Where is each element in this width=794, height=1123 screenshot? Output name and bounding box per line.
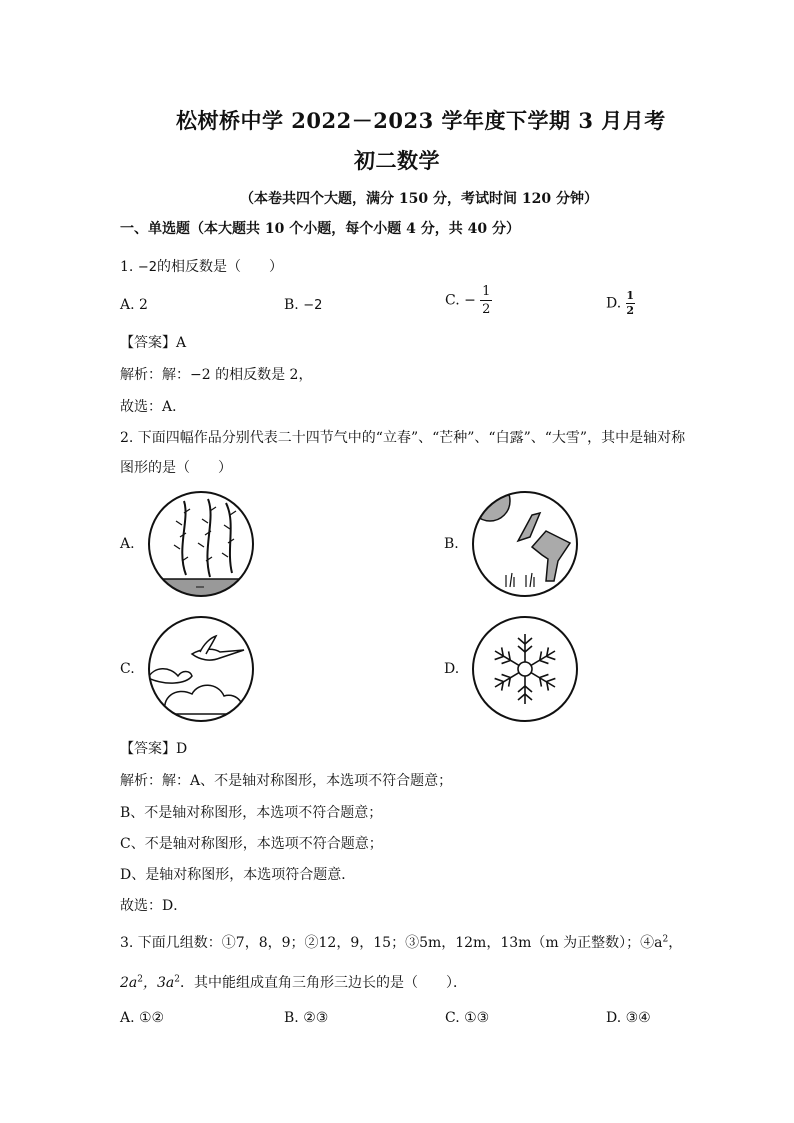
q1-option-c-label: C. <box>445 292 460 309</box>
q2-label-b: B. <box>444 536 459 552</box>
q1-text: 的相反数是（ ） <box>156 259 283 275</box>
q2-analysis-2: B、不是轴对称图形，本选项不符合题意； <box>120 805 383 821</box>
q1-option-d <box>606 290 635 317</box>
q1-expr: −2 <box>137 260 157 275</box>
q3-option-d: D. ③④ <box>606 1010 651 1026</box>
q1-stem <box>120 256 283 276</box>
exam-subtitle: 初二数学 <box>354 148 440 173</box>
figure-a-spring-willow <box>146 489 256 599</box>
q2-analysis-3: C、不是轴对称图形，本选项不符合题意； <box>120 836 383 852</box>
q1-answer: 【答案】A <box>120 335 187 351</box>
q2-stem-line2: 图形的是（ ） <box>120 460 232 476</box>
q1-analysis: 解析：解：−2 的相反数是 2， <box>120 367 313 383</box>
q1-option-b-value: −2 <box>303 298 323 313</box>
q2-label-a: A. <box>120 536 135 552</box>
q3-stem-line2 <box>120 972 467 992</box>
q2-analysis-4: D、是轴对称图形，本选项符合题意． <box>120 867 356 883</box>
q3-option-c: C. ①③ <box>445 1010 490 1026</box>
q2-analysis-1: 解析：解：A、不是轴对称图形，本选项不符合题意； <box>120 773 453 789</box>
q3-line2-text: ．其中能组成直角三角形三边长的是（ ）． <box>180 975 467 991</box>
q1-option-d-numerator: 1 <box>626 289 634 302</box>
q2-answer: 【答案】D <box>120 741 188 757</box>
q2-choose: 故选：D． <box>120 898 188 914</box>
section-heading: 一、单选题（本大题共 10 个小题，每个小题 4 分，共 40 分） <box>120 221 520 237</box>
figure-c-white-dew-bird <box>146 614 256 724</box>
q3-line2-term1: 2a <box>120 975 138 991</box>
q3-line2-sup2: 2 <box>174 974 180 985</box>
q2-label-c: C. <box>120 661 135 677</box>
figure-d-snowflake <box>470 614 580 724</box>
exam-note: （本卷共四个大题，满分 150 分，考试时间 120 分钟） <box>240 191 598 207</box>
q3-stem-sup: 2 <box>662 934 669 945</box>
exam-title: 松树桥中学 2022－2023 学年度下学期 3 月月考 <box>176 108 666 133</box>
q3-option-a: A. ①② <box>120 1010 165 1026</box>
q2-label-d: D. <box>444 661 460 677</box>
q3-stem-text: 3. 下面几组数：①7，8，9；②12，9，15；③5m，12m，13m（m 为正整数）；④a <box>120 935 663 951</box>
q1-option-d-label: D. <box>606 295 622 312</box>
q3-line2-sup1: 2 <box>137 974 143 985</box>
figure-b-grain-in-ear <box>470 489 580 599</box>
q3-line2-term2: ，3a <box>143 975 175 991</box>
q1-option-a: A. 2 <box>120 297 148 313</box>
q1-option-d-denominator: 2 <box>626 304 634 317</box>
q1-option-c-sign: − <box>464 292 476 309</box>
q1-option-c-numerator: 1 <box>482 284 491 299</box>
q1-option-b-label: B. <box>284 297 299 313</box>
q1-option-c-fraction <box>480 284 492 317</box>
q3-stem-end: ， <box>668 935 683 951</box>
q1-option-c-denominator: 2 <box>482 302 491 317</box>
q1-choose: 故选：A． <box>120 399 187 415</box>
q3-stem-line1 <box>120 932 682 952</box>
q1-option-b <box>284 297 322 313</box>
q1-number: 1. <box>120 259 134 275</box>
q1-option-c <box>445 284 492 317</box>
q3-option-b: B. ②③ <box>284 1010 329 1026</box>
q1-option-d-fraction <box>626 290 635 317</box>
q2-stem-line1: 2. 下面四幅作品分别代表二十四节气中的“立春”、“芒种”、“白露”、“大雪”，其中是轴对称 <box>120 430 686 446</box>
